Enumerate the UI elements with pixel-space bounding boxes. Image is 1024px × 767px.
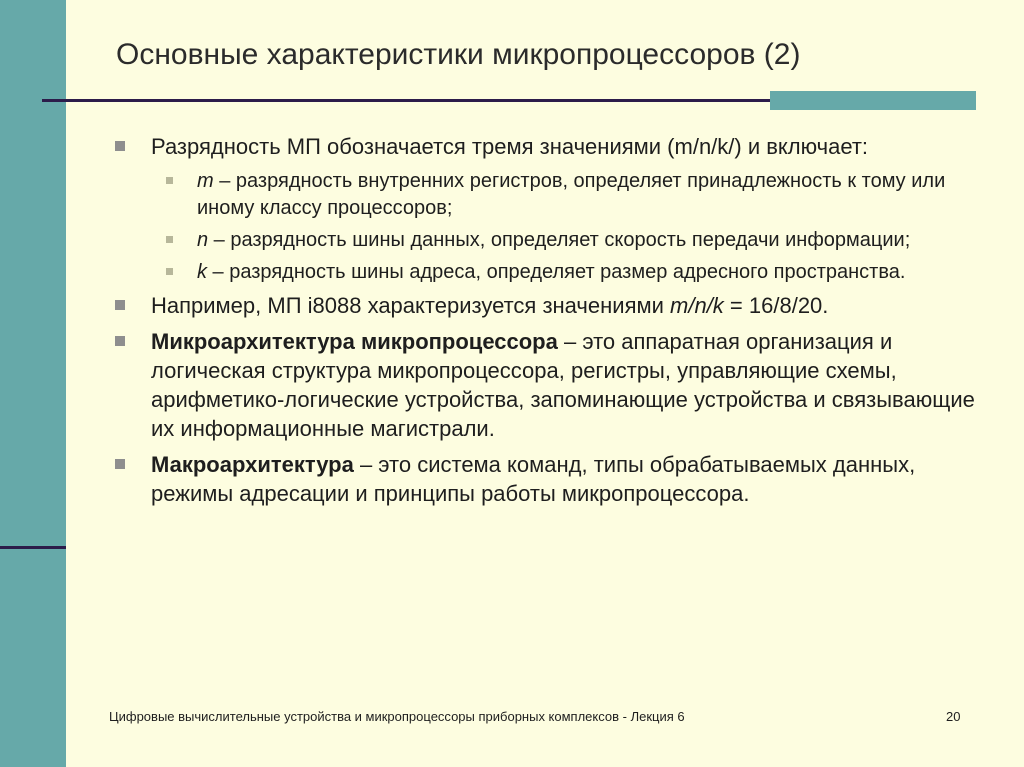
variable-m: m: [197, 170, 214, 192]
sub-bullet-text: – разрядность шины данных, определяет скорость передачи информации;: [208, 229, 911, 251]
page-number: 20: [946, 709, 961, 724]
square-bullet-icon: [166, 177, 173, 184]
sub-bullet-n: [109, 227, 979, 254]
bullet-macroarchitecture: [109, 450, 979, 508]
term-macroarchitecture: Макроархитектура: [151, 452, 354, 477]
definition-text: – это аппаратная организация и логическая структура микропроцессора, регистры, управляющие схемы, арифметико-логические устройства, запоминающие устройства и связывающие их информационные магистрали.: [151, 329, 975, 441]
sub-bullet-text: – разрядность шины адреса, определяет размер адресного пространства.: [207, 261, 906, 283]
square-bullet-icon: [166, 268, 173, 275]
variable-n: n: [197, 229, 209, 251]
footer-course-title: Цифровые вычислительные устройства и микропроцессоры приборных комплексов - Лекция 6: [109, 709, 685, 724]
example-suffix: = 16/8/20.: [723, 293, 829, 318]
square-bullet-icon: [115, 300, 125, 310]
slide-content: [109, 132, 979, 515]
sub-bullet-k: [109, 259, 979, 286]
square-bullet-icon: [115, 336, 125, 346]
variable-k: k: [197, 261, 207, 283]
bullet-example: [109, 291, 979, 320]
sub-bullet-m: [109, 168, 979, 222]
bullet-text: Разрядность МП обозначается тремя значениями (m/n/k/) и включает:: [151, 134, 869, 159]
title-accent-block: [770, 91, 976, 110]
square-bullet-icon: [115, 141, 125, 151]
bullet-bit-width: [109, 132, 979, 161]
term-microarchitecture: Микроархитектура микропроцессора: [151, 329, 558, 354]
definition-text: – это система команд, типы обрабатываемых данных, режимы адресации и принципы работы микропроцессора.: [151, 452, 916, 506]
slide-title: Основные характеристики микропроцессоров (2): [116, 38, 801, 71]
square-bullet-icon: [115, 459, 125, 469]
square-bullet-icon: [166, 236, 173, 243]
left-accent-bar: [0, 0, 66, 767]
example-prefix: Например, МП i8088 характеризуется значениями: [151, 293, 671, 318]
example-variables: m/n/k: [670, 293, 724, 318]
left-bar-divider: [0, 546, 66, 549]
sub-bullet-text: – разрядность внутренних регистров, определяет принадлежность к тому или иному классу процессоров;: [197, 170, 946, 219]
bullet-microarchitecture: [109, 327, 979, 443]
